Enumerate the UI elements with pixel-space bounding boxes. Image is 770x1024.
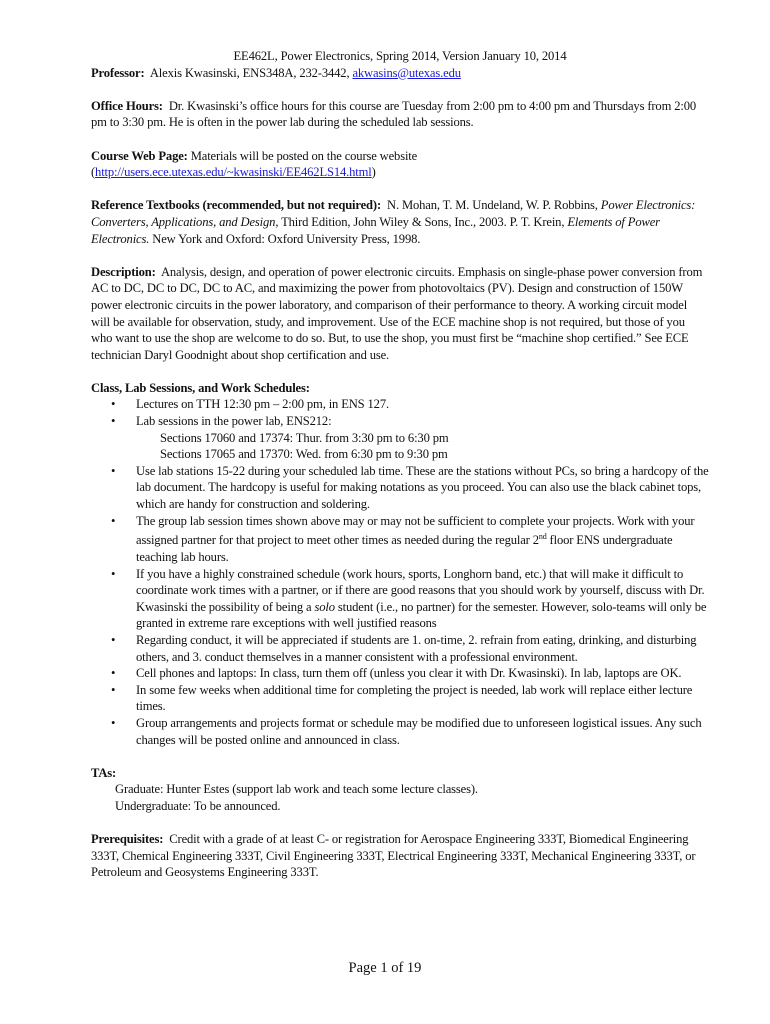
textbooks-text-2: , Third Edition, John Wiley & Sons, Inc., 2003. P. T. Krein,: [275, 214, 568, 229]
description-text: Analysis, design, and operation of power electronic circuits. Emphasis on single-phase power conversion from AC to DC, DC to DC, DC to AC, and maximizing the power from photovoltaics (PV). Design and construction of 150W power electronic circuits in the power laboratory, and comparison of their performance to theory. A working circuit model will be available for observation, study, and improvement. Use of the ECE machine shop is not required, but those of you who want to use the shop are welcome to do so. But, to use the shop, you must first be “machine shop certified.” See ECE technician Daryl Goodnight about shop certification and use.: [91, 264, 703, 362]
ta-graduate: Graduate: Hunter Estes (support lab work and teach some lecture classes).: [115, 782, 478, 797]
lab-section-line: Sections 17060 and 17374: Thur. from 3:30 pm to 6:30 pm: [160, 430, 449, 445]
list-item-text: Cell phones and laptops: In class, turn them off (unless you clear it with Dr. Kwasinski). In lab, laptops are OK.: [136, 666, 682, 681]
bullet-icon: •: [111, 513, 116, 528]
professor-email-link[interactable]: akwasins@utexas.edu: [352, 65, 461, 80]
office-hours-label: Office Hours:: [91, 98, 163, 113]
ta-undergraduate: Undergraduate: To be announced.: [115, 798, 281, 813]
textbooks-authors-1: N. Mohan, T. M. Undeland, W. P. Robbins,: [387, 198, 598, 213]
list-item: [111, 566, 709, 632]
list-item: [111, 513, 709, 566]
professor-info: Alexis Kwasinski, ENS348A, 232-3442,: [149, 65, 353, 80]
list-item: [111, 396, 709, 413]
list-item-text: Use lab stations 15-22 during your scheduled lab time. These are the stations without PCs, so bring a hardcopy of the lab document. The hardcopy is useful for making notations as you proceed. You can also use the black cabinet tops, which are handy for construction and soldering.: [136, 463, 709, 512]
bullet-icon: •: [111, 397, 116, 412]
tas-heading-text: TAs:: [91, 765, 117, 780]
list-item-text-tail: student (i.e., no partner) for the semester. However, solo-teams will only be granted in extreme rare exceptions with well justified reasons: [136, 599, 707, 631]
list-item-text: Regarding conduct, it will be appreciated if students are 1. on-time, 2. refrain from eating, drinking, and disturbing others, and 3. conduct themselves in a manner consistent with a professional environment.: [136, 632, 697, 664]
schedules-list: [91, 396, 709, 748]
professor-line: [91, 65, 709, 82]
office-hours-text: Dr. Kwasinski’s office hours for this course are Tuesday from 2:00 pm to 4:00 pm and Thursdays from 2:00 pm to 3:30 pm. He is often in the power lab during the scheduled lab sessions.: [91, 98, 696, 130]
bullet-icon: •: [111, 463, 116, 478]
list-item: [111, 413, 709, 463]
bullet-icon: •: [111, 666, 116, 681]
list-item: [111, 682, 709, 715]
bullet-icon: •: [111, 715, 116, 730]
page-number: Page 1 of 19: [348, 960, 422, 976]
list-item: [111, 632, 709, 665]
list-item-text-tail: floor ENS undergraduate teaching lab hours.: [136, 533, 673, 564]
textbooks-text-3: New York and Oxford: Oxford University Press, 1998.: [149, 231, 421, 246]
textbooks-paragraph: [91, 197, 709, 247]
document-header: EE462L, Power Electronics, Spring 2014, Version January 10, 2014: [233, 49, 567, 63]
list-item: [111, 665, 709, 682]
course-web-page-label: Course Web Page:: [91, 148, 188, 163]
list-item-text: If you have a highly constrained schedule (work hours, sports, Longhorn band, etc.) that will make it difficult to coordinate work times with a partner, or if there are good reasons that you should work by yourself, discuss with Dr. Kwasinski the possibility of being a: [136, 566, 705, 614]
course-website-link[interactable]: http://users.ece.utexas.edu/~kwasinski/EE462LS14.html: [95, 165, 372, 180]
description-paragraph: [91, 264, 709, 364]
course-web-page-paragraph: [91, 148, 709, 181]
prerequisites-paragraph: [91, 831, 709, 881]
list-item: [111, 715, 709, 748]
superscript: nd: [538, 532, 547, 542]
url-open-paren: (: [91, 165, 96, 180]
list-item-text: In some few weeks when additional time for completing the project is needed, lab work will replace either lecture times.: [136, 682, 693, 714]
lab-section-line: Sections 17065 and 17370: Wed. from 6:30 pm to 9:30 pm: [160, 447, 448, 462]
bullet-icon: •: [111, 632, 116, 647]
description-label: Description:: [91, 264, 156, 279]
bullet-icon: •: [111, 566, 116, 581]
list-item-text: The group lab session times shown above may or may not be sufficient to complete your projects. Work with your assigned partner for that project to meet other times as needed during the regular 2: [136, 513, 695, 548]
list-item: [111, 463, 709, 513]
textbook-title-1: Power Electronics: Converters, Applications, and Design: [91, 198, 696, 229]
document-page: [91, 48, 709, 881]
italic-word: solo: [314, 599, 335, 614]
textbook-title-2: Elements of Power Electronics.: [91, 214, 660, 246]
bullet-icon: •: [111, 414, 116, 429]
tas-heading: [91, 765, 709, 782]
list-item-text: Group arrangements and projects format or schedule may be modified due to unforeseen logistical issues. Any such changes will be posted online and announced in class.: [136, 715, 702, 747]
schedules-heading-text: Class, Lab Sessions, and Work Schedules:: [91, 380, 310, 395]
list-item-text: Lectures on TTH 12:30 pm – 2:00 pm, in ENS 127.: [136, 397, 389, 412]
office-hours-paragraph: [91, 98, 709, 131]
professor-label: Professor:: [91, 65, 145, 80]
schedules-heading: [91, 380, 709, 397]
list-item-text: Lab sessions in the power lab, ENS212:: [136, 414, 332, 429]
bullet-icon: •: [111, 682, 116, 697]
prerequisites-label: Prerequisites:: [91, 832, 164, 847]
url-close-paren: ): [371, 165, 376, 180]
prerequisites-text: Credit with a grade of at least C- or registration for Aerospace Engineering 333T, Biomedical Engineering 333T, Chemical Engineering 333T, Civil Engineering 333T, Electrical Engineering 333T, Mechanical Engineering 333T, or Petroleum and Geosystems Engineering 333T.: [91, 832, 696, 880]
textbooks-label: Reference Textbooks (recommended, but not required):: [91, 198, 381, 213]
course-web-page-text: Materials will be posted on the course website: [190, 148, 418, 163]
